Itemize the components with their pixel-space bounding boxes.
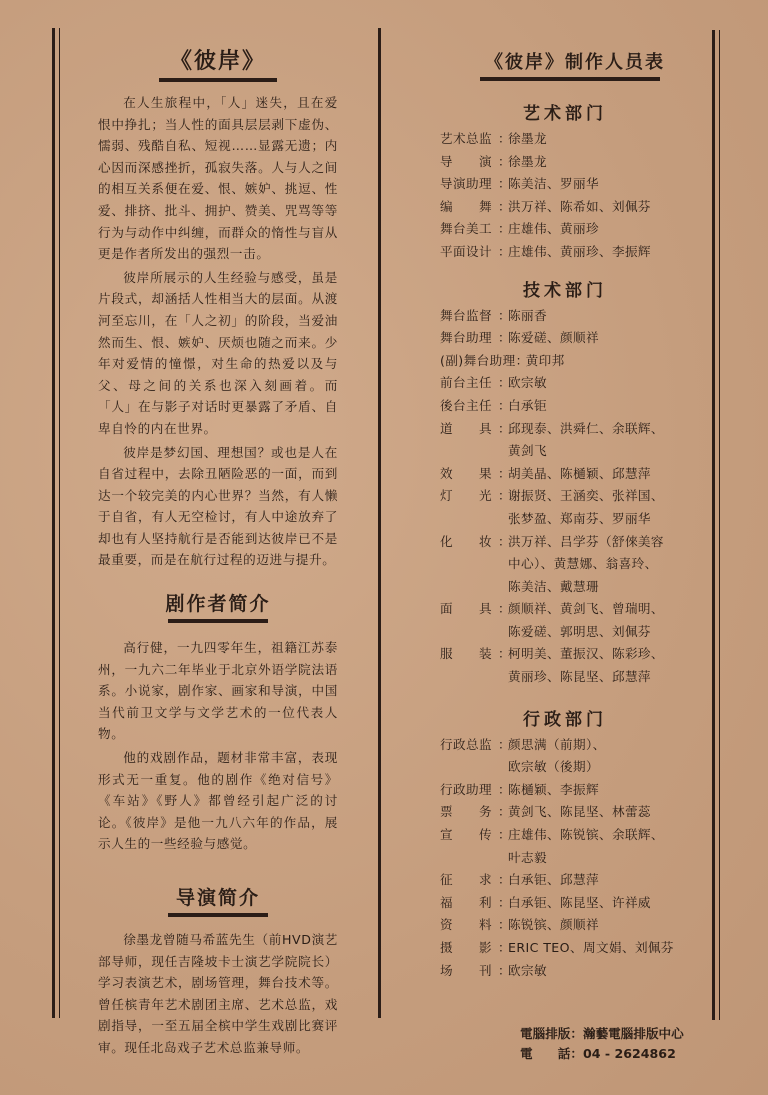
credit-names	[508, 960, 690, 983]
credit-role: 化 妆	[440, 533, 492, 549]
credit-name-line: 陈丽香	[508, 307, 547, 323]
credit-name-line: 白承钜、陈昆坚、许祥威	[508, 894, 651, 910]
credit-names	[508, 937, 690, 960]
credit-colon: ：	[498, 940, 511, 955]
credit-row	[440, 485, 690, 530]
credit-role: 导 演	[440, 153, 492, 169]
credit-row	[440, 892, 690, 915]
credit-row	[440, 598, 690, 643]
director-underline	[168, 913, 268, 917]
credit-name-line: 庄雄伟、黄丽珍、李振辉	[508, 243, 651, 259]
credit-row	[440, 463, 690, 486]
credits-underline	[480, 77, 660, 81]
credit-role: 宣 传	[440, 827, 492, 843]
credit-role: 资 料	[440, 917, 492, 933]
right-border-line	[712, 30, 715, 1020]
credit-row	[440, 350, 690, 373]
tech-dept-list	[440, 305, 690, 689]
credit-names	[508, 327, 690, 350]
credit-name-line: 柯明美、董振汉、陈彩珍、	[508, 646, 664, 662]
credit-names	[508, 151, 690, 174]
credit-colon: ：	[498, 533, 511, 549]
credit-colon: ：	[498, 375, 511, 391]
credit-name-line: 洪万祥、陈希如、刘佩芬	[508, 198, 651, 214]
credit-name-line: 颜思满（前期）、	[508, 736, 606, 752]
playwright-section	[98, 637, 338, 855]
credit-colon: ：	[498, 872, 511, 888]
credit-row	[440, 395, 690, 418]
credit-names	[508, 914, 690, 937]
credit-names	[508, 643, 690, 688]
credit-names	[508, 305, 690, 328]
credit-colon: ：	[498, 307, 511, 323]
credit-name-line: 白承钜	[508, 397, 547, 413]
credit-row	[440, 914, 690, 937]
credit-colon: ：	[498, 781, 511, 797]
play-title-heading	[98, 44, 338, 82]
title-underline	[159, 78, 277, 82]
credit-row	[440, 128, 690, 151]
credit-name-line: 黄丽珍、陈昆坚、邱慧萍	[508, 669, 651, 685]
credit-name-line: 陈爱磋、郭明思、刘佩芬	[508, 623, 651, 639]
credits-title: 《彼岸》制作人员表	[485, 52, 665, 73]
credit-role: 道 具	[440, 420, 492, 436]
credit-name-line: 徐墨龙	[508, 131, 547, 146]
tech-dept-title: 技术部门	[523, 280, 607, 301]
typesetting-line	[520, 1024, 684, 1044]
credit-role: 灯 光	[440, 488, 492, 504]
credit-names	[508, 128, 690, 151]
credit-name-line: 欧宗敏	[508, 375, 547, 391]
credit-colon: ：	[498, 827, 511, 843]
credit-colon: ：	[498, 397, 511, 413]
credit-row	[440, 173, 690, 196]
credit-row	[440, 305, 690, 328]
art-dept-title: 艺术部门	[523, 104, 607, 124]
credit-name-line: 欧宗敏	[508, 962, 547, 978]
credit-role: 效 果	[440, 465, 492, 481]
right-border-line-inner	[719, 30, 720, 1020]
credit-colon: ：	[498, 804, 511, 820]
credit-name-line: 黄剑飞	[508, 443, 547, 459]
credit-name-line: 陈美洁、罗丽华	[508, 176, 599, 192]
credit-role: 前台主任	[440, 375, 492, 391]
center-divider-line	[378, 28, 381, 1018]
credit-role: 编 舞	[440, 198, 492, 214]
credit-row	[440, 151, 690, 174]
director-title: 导演简介	[175, 887, 260, 909]
credit-row	[440, 779, 690, 802]
director-heading	[98, 883, 338, 917]
phone-line	[520, 1044, 684, 1064]
credit-names	[508, 395, 690, 418]
credit-row	[440, 531, 690, 599]
credit-row	[440, 196, 690, 219]
art-dept-list	[440, 128, 690, 264]
credit-row	[440, 218, 690, 241]
credit-row	[440, 327, 690, 350]
credit-colon: ：	[515, 352, 529, 368]
playwright-underline	[168, 619, 268, 623]
credit-name-line: 陈樋颖、李振辉	[508, 781, 599, 797]
credit-name-line: 张梦盈、郑南芬、罗丽华	[508, 510, 651, 526]
credit-names	[508, 531, 690, 599]
credit-names	[508, 463, 690, 486]
paragraph: 在人生旅程中，「人」迷失，且在爱恨中挣扎；当人性的面具层层剥下虚伪、懦弱、残酷自私、短视……显露无遗；内心因而深感挫折，孤寂失落。人与人之间的相互关系便在爱、恨、嫉妒、挑逗、性爱、排挤、批斗、拥护、赞美、咒骂等等行为与动作中纠缠，而群众的惰性与盲从更是作者所发出的强烈一击。	[98, 95, 338, 262]
credit-row	[440, 869, 690, 892]
credit-colon: ：	[498, 131, 511, 146]
credit-row	[440, 937, 690, 960]
credit-colon: ：	[498, 176, 511, 192]
credit-role: 平面设计	[440, 243, 492, 259]
credit-colon: ：	[498, 646, 511, 662]
credit-names	[508, 173, 690, 196]
credit-role: 票 务	[440, 804, 492, 820]
credit-role: 舞台助理	[440, 330, 492, 346]
credit-role: 导演助理	[440, 176, 492, 192]
credit-colon: ：	[498, 420, 511, 436]
credit-role: 後台主任	[440, 397, 492, 413]
credit-role: 摄 影	[440, 940, 492, 955]
credit-name-line: 陈锐镔、颜顺祥	[508, 917, 599, 933]
playwright-title: 剧作者简介	[165, 593, 271, 616]
paragraph: 彼岸是梦幻国、理想国？或也是人在自省过程中，去除丑陋险恶的一面，而到达一个较完美的内心世界？当然，有人懒于自省，有人无空检讨，有人中途放弃了却也有人坚持航行是否能到达彼岸已不是最重要，而是在航行过程的迈进与提升。	[98, 444, 338, 568]
paragraph: 彼岸所展示的人生经验与感受，虽是片段式，却涵括人性相当大的层面。从渡河至忘川，在「人之初」的阶段，当爱油然而生、恨、嫉妒、厌烦也随之而来。少年对爱情的憧憬，对生命的热爱以及与父、母之间的关系也深入刻画着。而「人」在与影子对话时更暴露了矛盾、自卑自怜的内在世界。	[98, 269, 338, 436]
credit-name-line: 黄印邦	[525, 352, 565, 368]
credit-name-line: 谢振贤、王涵奕、张祥国、	[508, 488, 664, 504]
director-section	[98, 929, 338, 1059]
credit-colon: ：	[498, 601, 511, 617]
credit-names	[508, 485, 690, 530]
credit-name-line: 庄雄伟、黄丽珍	[508, 221, 599, 237]
left-column	[98, 44, 338, 1059]
credit-role: 征 求	[440, 872, 492, 888]
left-border-line-inner	[59, 28, 60, 1018]
credit-name-line: 白承钜、邱慧萍	[508, 872, 599, 888]
credit-name-line: 叶志毅	[508, 849, 547, 865]
credit-names	[508, 418, 690, 463]
credit-row	[440, 372, 690, 395]
typesetting-value: 瀚藝電腦排版中心	[582, 1026, 684, 1041]
credit-name-line: 颜顺祥、黄剑飞、曾瑞明、	[508, 601, 664, 617]
credit-name-line: 陈爱磋、颜顺祥	[508, 330, 599, 346]
credit-name-line: 黄剑飞、陈昆坚、林蕾蕊	[508, 804, 651, 820]
credit-role: 舞台监督	[440, 307, 492, 323]
credit-names	[526, 350, 690, 373]
credit-name-line: 洪万祥、吕学芬（舒倈美容	[508, 533, 664, 549]
paragraph: 高行健，一九四零年生，祖籍江苏泰州，一九六二年毕业于北京外语学院法语系。小说家，剧作家、画家和导演，中国当代前卫文学与文学艺术的一位代表人物。	[98, 640, 338, 742]
credit-role: 服 装	[440, 646, 492, 662]
credit-name-line: 庄雄伟、陈锐镔、余联辉、	[508, 827, 664, 843]
credits-heading	[460, 48, 690, 81]
credit-colon: ：	[498, 962, 511, 978]
typesetting-label: 電腦排版：	[520, 1026, 583, 1041]
phone-value: 04 - 2624862	[582, 1046, 676, 1061]
credit-row	[440, 734, 690, 779]
credit-colon: ：	[498, 488, 511, 504]
intro-section	[98, 92, 338, 571]
credit-role: 行政总监	[440, 736, 492, 752]
credit-colon: ：	[498, 465, 511, 481]
credit-role: 行政助理	[440, 781, 492, 797]
paragraph: 他的戏剧作品，题材非常丰富，表现形式无一重复。他的剧作《绝对信号》《车站》《野人》都曾经引起广泛的讨论。《彼岸》是他一九八六年的作品，展示人生的一些经验与感觉。	[98, 750, 338, 852]
credit-names	[508, 372, 690, 395]
credit-colon: ：	[498, 917, 511, 933]
credit-name-line: ERIC TEO、周文娟、刘佩芬	[508, 940, 674, 955]
credit-row	[440, 418, 690, 463]
paragraph: 徐墨龙曾随马希蓝先生（前HVD演艺部导师，现任吉隆坡卡士演艺学院院长）学习表演艺术，剧场管理，舞台技术等。曾任槟青年艺术剧团主席、艺术总监，戏剧指导，一至五届全槟中学生戏剧比赛评审。现任北岛戏子艺术总监兼导师。	[98, 932, 338, 1055]
credit-row	[440, 241, 690, 264]
credit-colon: ：	[498, 221, 511, 237]
credit-row	[440, 960, 690, 983]
credit-role: (副)舞台助理	[440, 352, 516, 368]
credit-names	[508, 218, 690, 241]
credit-names	[508, 779, 690, 802]
credit-names	[508, 241, 690, 264]
credit-name-line: 徐墨龙	[508, 153, 547, 169]
admin-dept-list	[440, 734, 690, 983]
credit-colon: ：	[498, 736, 511, 752]
credit-role: 场 刊	[440, 962, 492, 978]
credit-names	[508, 598, 690, 643]
credit-role: 面 具	[440, 601, 492, 617]
credit-role: 艺术总监	[440, 131, 492, 146]
phone-label: 電 話：	[520, 1046, 583, 1061]
credit-names	[508, 892, 690, 915]
credit-row	[440, 824, 690, 869]
credit-name-line: 中心）、黄慧娜、翁喜玲、	[508, 556, 658, 572]
credit-name-line: 胡美晶、陈樋颖、邱慧萍	[508, 465, 651, 481]
credit-row	[440, 643, 690, 688]
credit-colon: ：	[498, 894, 511, 910]
left-border-line	[52, 28, 55, 1018]
credit-name-line: 陈美洁、戴慧珊	[508, 578, 599, 594]
credit-row	[440, 801, 690, 824]
credit-name-line: 邱现泰、洪舜仁、余联辉、	[508, 420, 664, 436]
admin-dept-title: 行政部门	[523, 709, 607, 730]
playwright-heading	[98, 589, 338, 623]
credit-role: 福 利	[440, 894, 492, 910]
credit-names	[508, 734, 690, 779]
credit-role: 舞台美工	[440, 221, 492, 237]
credit-names	[508, 196, 690, 219]
credit-names	[508, 824, 690, 869]
credit-colon: ：	[498, 198, 511, 214]
right-column	[440, 48, 690, 982]
credit-name-line: 欧宗敏（後期）	[508, 759, 599, 775]
credit-names	[508, 801, 690, 824]
credit-colon: ：	[498, 330, 511, 346]
credit-names	[508, 869, 690, 892]
play-title: 《彼岸》	[169, 49, 266, 74]
credit-colon: ：	[498, 243, 511, 259]
credit-colon: ：	[498, 153, 511, 169]
typesetting-credit	[520, 1024, 684, 1064]
